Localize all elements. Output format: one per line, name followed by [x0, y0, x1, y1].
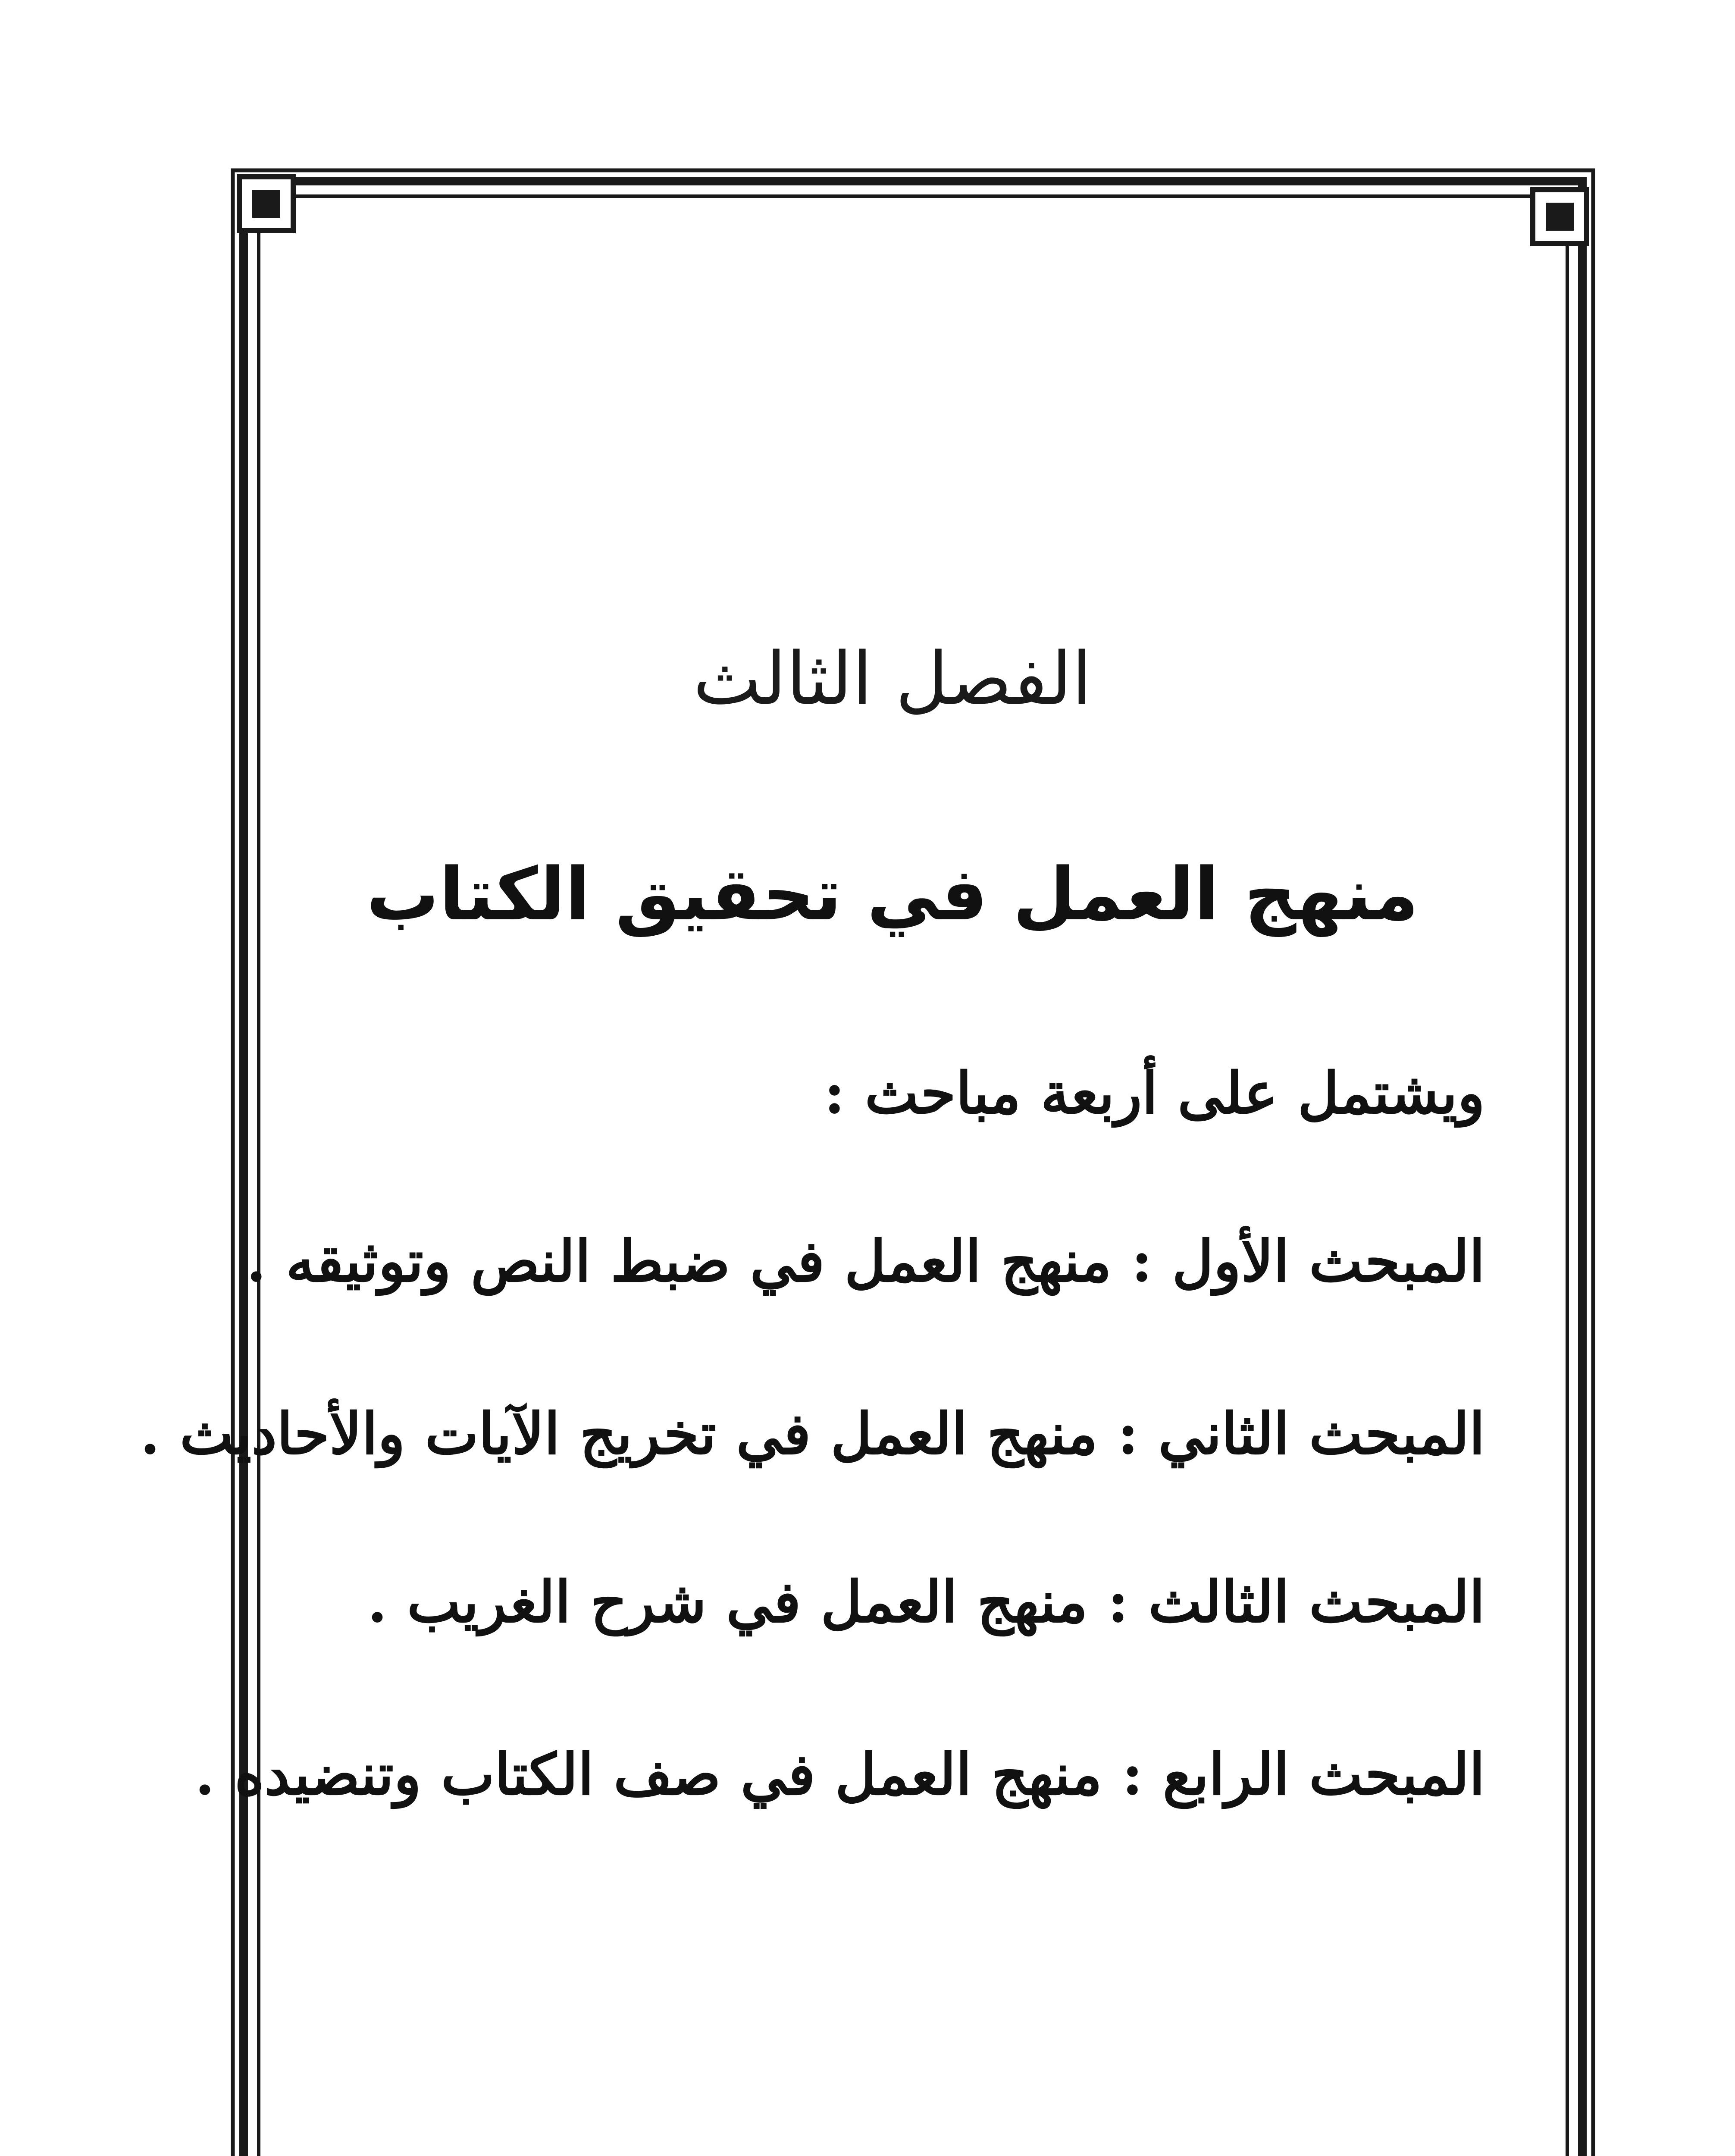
section-item-second: المبحث الثاني : منهج العمل في تخريج الآيات والأحاديث .	[140, 1401, 1485, 1467]
intro-text: ويشتمل على أربعة مباحث :	[824, 1060, 1485, 1127]
chapter-heading: الفصل الثالث	[693, 636, 1092, 721]
chapter-title: منهج العمل في تحقيق الكتاب	[366, 852, 1419, 937]
section-item-fourth: المبحث الرابع : منهج العمل في صف الكتاب وتنضيده .	[195, 1741, 1485, 1808]
corner-ornament-top-left	[239, 177, 293, 231]
section-item-third: المبحث الثالث : منهج العمل في شرح الغريب .	[367, 1569, 1485, 1636]
corner-ornament-top-right	[1533, 190, 1587, 244]
section-item-first: المبحث الأول : منهج العمل في ضبط النص وتوثيقه .	[246, 1228, 1485, 1295]
